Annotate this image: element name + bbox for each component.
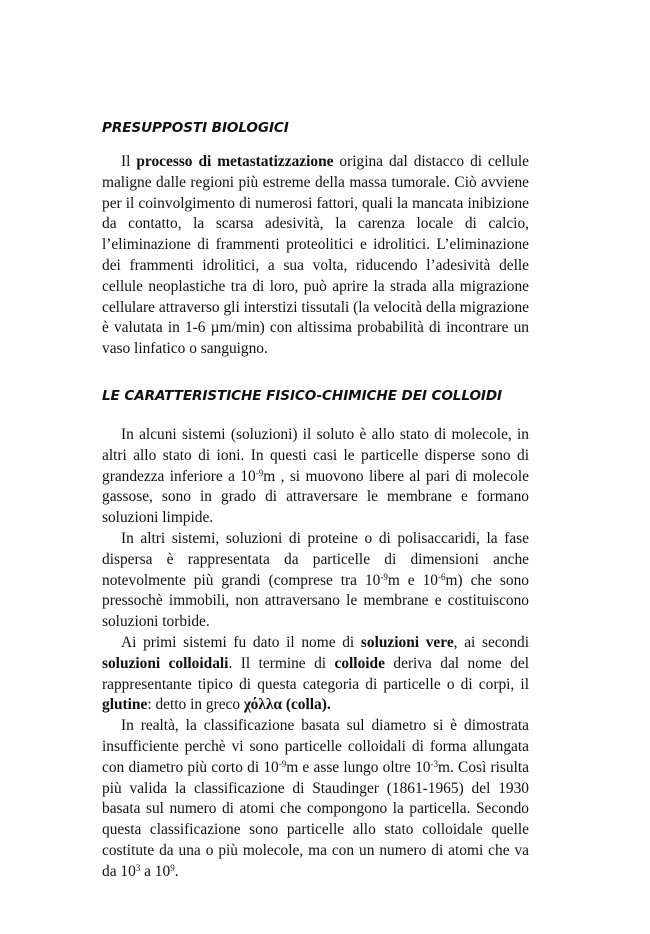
paragraph — [102, 633, 529, 716]
superscript: -3 — [430, 758, 438, 769]
paragraph — [102, 716, 529, 882]
bold-term: soluzioni vere — [360, 633, 454, 651]
paragraph — [102, 152, 529, 360]
text-run: Ai primi sistemi fu dato il nome di — [121, 633, 361, 651]
superscript: -9 — [255, 467, 264, 478]
text-run: In altri sistemi, soluzioni di proteine o di polisaccaridi, la fase dispersa è rappresentata da particelle di dimensioni anche notevolmente più grandi (comprese tra 10 — [102, 529, 529, 589]
section-heading-colloids: LE CARATTERISTICHE FISICO-CHIMICHE DEI COLLOIDI — [102, 388, 502, 404]
superscript: 3 — [135, 862, 141, 873]
bold-term: soluzioni colloidali — [102, 654, 229, 672]
text-run: origina dal distacco di cellule maligne dalle regioni più estreme della massa tumorale. Ciò avviene per il coinvolgimento di numerosi fattori, quali la mancata inibizione da contatto, la scarsa adesività, la carenza locale di calcio, l’eliminazione di frammenti proteolitici e idrolitici. L’eliminazione dei frammenti idrolitici, a sua volta, riducendo l’adesività delle cellule neoplastiche tra di loro, può aprire la strada alla migrazione cellulare attraverso gli interstizi tissutali (la velocità della migrazione è valutata in 1-6 µm/min) con altissima probabilità di incontrare un vaso linfatico o sanguigno. — [102, 153, 529, 358]
superscript: -9 — [380, 571, 388, 582]
text-run: , ai secondi — [453, 633, 529, 651]
text-run: a 10 — [140, 862, 171, 880]
section-body-biological — [102, 152, 529, 360]
text-run: . — [174, 862, 179, 880]
text-run: In realtà, la classificazione basata sul diametro si è dimostrata insufficiente perchè vi sono particelle colloidali di forma allungata con diametro più corto di 10 — [102, 717, 529, 776]
text-run: In alcuni sistemi (soluzioni) il soluto è allo stato di molecole, in altri allo stato di ioni. In questi casi le particelle disperse sono di grandezza inferiore a 10 — [102, 426, 529, 485]
paragraph — [102, 529, 529, 633]
bold-term: glutine — [102, 696, 148, 714]
bold-term: colloide — [334, 654, 385, 672]
section-heading-biological: PRESUPPOSTI BIOLOGICI — [102, 120, 289, 136]
text-run: : detto in greco — [147, 696, 244, 714]
text-run: m. Così risulta più valida la classificazione di Staudinger (1861-1965) del 1930 basata sul numero di atomi che compongono la particella. Secondo questa classificazione sono particelle allo stato colloidale quelle costitute da una o più molecole, ma con un numero di atomi che va da 10 — [102, 758, 529, 880]
text-run: deriva dal nome del rappresentante tipico di questa categoria di particelle o di corpi, il — [102, 654, 529, 693]
superscript: -9 — [278, 758, 287, 769]
paragraph — [102, 425, 529, 529]
text-run: Il — [121, 153, 137, 170]
section-body-colloids — [102, 425, 529, 883]
text-run: . Il termine di — [228, 654, 335, 672]
superscript: 9 — [170, 862, 175, 873]
text-run: m) che sono pressochè immobili, non attraversano le membrane e costituiscono soluzioni torbide. — [102, 571, 529, 631]
bold-term: χόλλα (colla). — [243, 696, 331, 714]
superscript: -6 — [438, 571, 446, 582]
bold-term: processo di metastatizzazione — [136, 153, 334, 170]
text-run: m e 10 — [387, 571, 439, 589]
text-run: m e asse lungo oltre 10 — [286, 758, 431, 776]
text-run: m , si muovono libere al pari di molecole gassose, sono in grado di attraversare le membrane e formano soluzioni limpide. — [102, 467, 529, 527]
